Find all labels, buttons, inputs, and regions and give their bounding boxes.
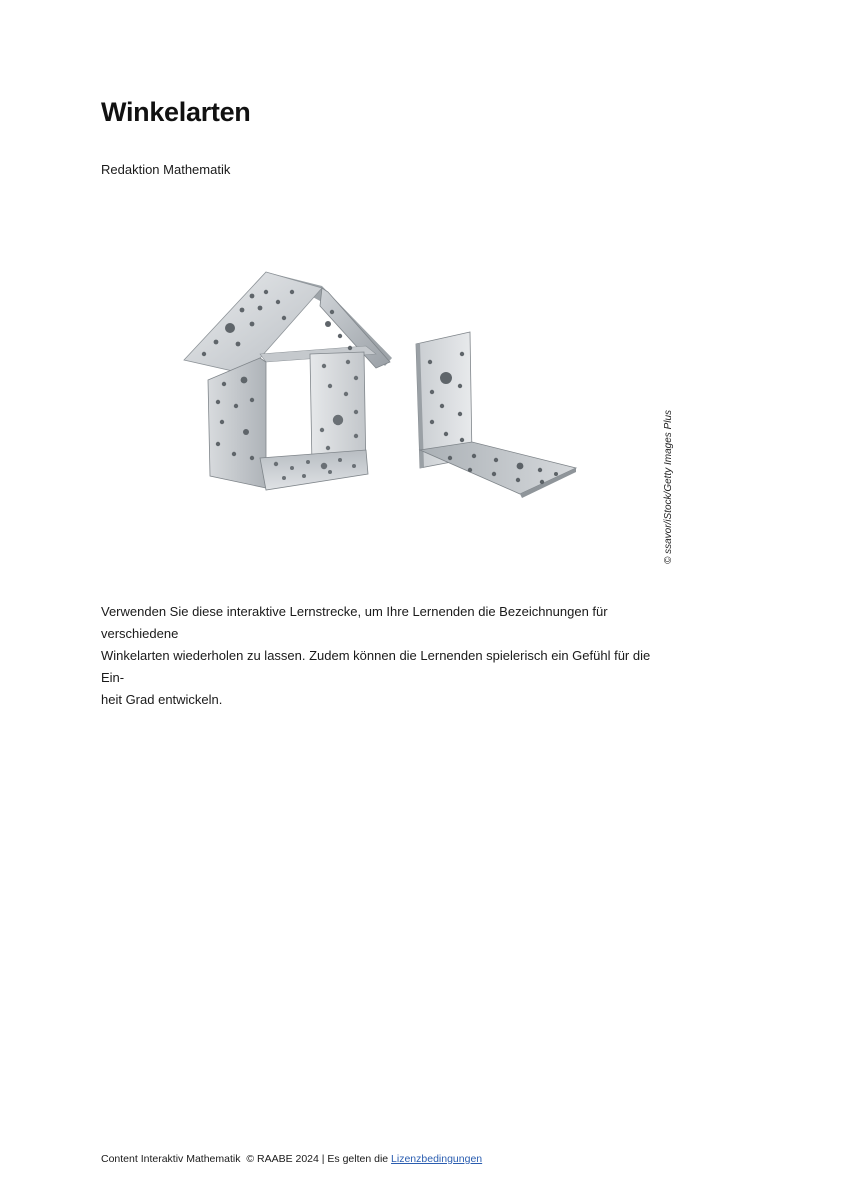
intro-line-2: Winkelarten wiederholen zu lassen. Zudem können die Lernenden spielerisch ein Gefühl für die Ein- <box>101 648 651 685</box>
intro-line-1: Verwenden Sie diese interaktive Lernstrecke, um Ihre Lernenden die Bezeichnungen für verschiedene <box>101 604 608 641</box>
footer-product: Content Interaktiv Mathematik <box>101 1153 241 1165</box>
page-footer <box>101 1151 482 1167</box>
license-link[interactable]: Lizenzbedingungen <box>391 1153 483 1165</box>
image-credit: © ssavor/iStock/Getty Images Plus <box>663 409 674 565</box>
page-title: Winkelarten <box>101 97 251 127</box>
intro-line-3: heit Grad entwickeln. <box>101 692 223 707</box>
l-shaped-bracket <box>416 332 576 498</box>
author-line: Redaktion Mathematik <box>101 162 231 177</box>
metal-angle-brackets-photo <box>180 262 585 502</box>
intro-paragraph <box>101 601 661 711</box>
house-shaped-bracket <box>184 272 392 490</box>
footer-copyright: © RAABE 2024 | Es gelten die <box>246 1153 389 1165</box>
